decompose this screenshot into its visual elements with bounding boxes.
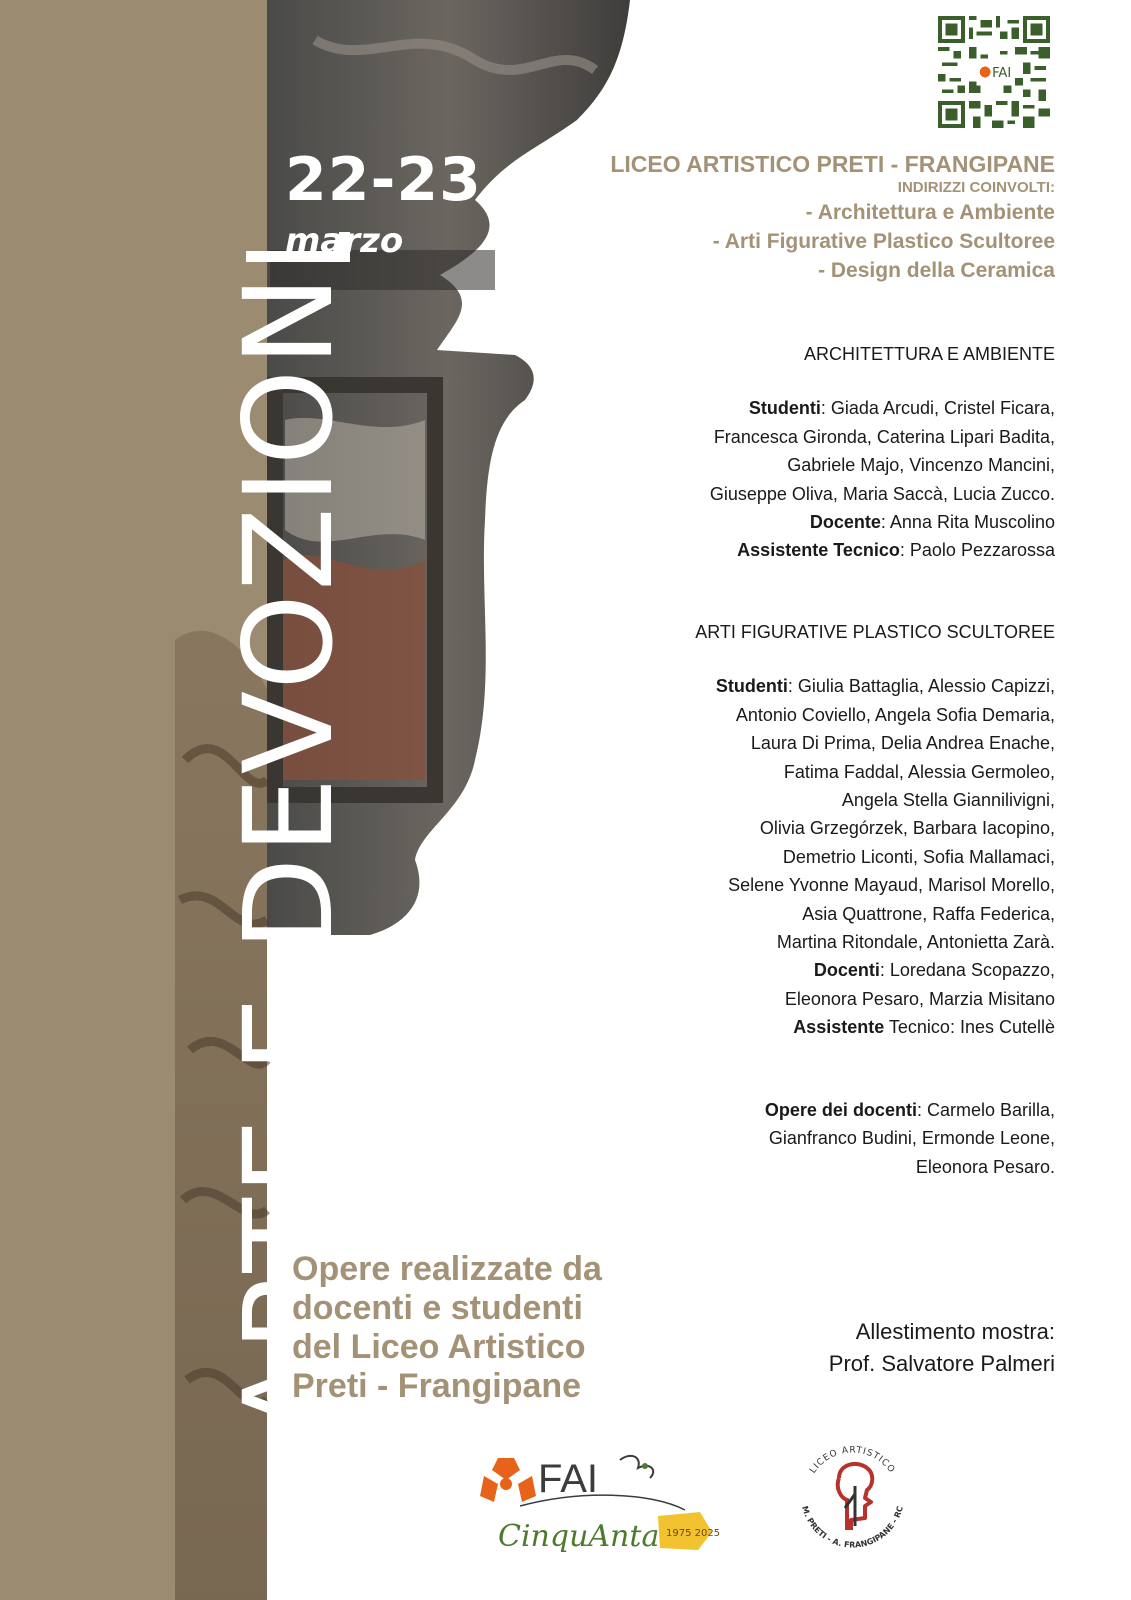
credit-line: Giuseppe Oliva, Maria Saccà, Lucia Zucco. — [709, 483, 1055, 504]
credit-line: Martina Ritondale, Antonietta Zarà. — [776, 932, 1055, 953]
section-architettura — [710, 340, 1055, 565]
section-heading: ARTI FIGURATIVE PLASTICO SCULTOREE — [695, 622, 1055, 642]
credit-label: Opere dei docenti — [764, 1100, 917, 1120]
fai-text: FAI — [538, 1457, 599, 1501]
credit-line: Eleonora Pesaro. — [915, 1156, 1055, 1177]
credit-line — [695, 1013, 1055, 1041]
credit-line: Fatima Faddal, Alessia Germoleo, — [783, 761, 1055, 782]
credit-line: Eleonora Pesaro, Marzia Misitano — [784, 988, 1055, 1009]
indirizzo-item: - Design della Ceramica — [818, 259, 1055, 282]
credit-label: Docenti — [813, 960, 880, 981]
school-title: LICEO ARTISTICO PRETI - FRANGIPANE — [610, 151, 1055, 177]
credit-line: Selene Yvonne Mayaud, Marisol Morello, — [728, 875, 1055, 896]
credit-line — [765, 1096, 1055, 1124]
fai-years: 1975 2025 — [666, 1528, 721, 1539]
tagline-line: Preti - Frangipane — [292, 1367, 582, 1405]
liceo-bottom-text: M. PRETI - A. FRANGIPANE - RC — [800, 1504, 905, 1550]
credit-label: Docente — [809, 512, 881, 533]
indirizzo-item: - Arti Figurative Plastico Scultoree — [712, 230, 1055, 253]
allestimento-credit — [829, 1316, 1055, 1380]
credit-label: Studenti — [748, 398, 821, 419]
school-header — [610, 150, 1055, 285]
credit-line: Olivia Grzegórzek, Barbara Iacopino, — [759, 818, 1055, 839]
credit-names: Tecnico: Ines Cutellè — [884, 1017, 1055, 1038]
section-opere-docenti — [765, 1096, 1055, 1181]
credit-line: Laura Di Prima, Delia Andrea Enache, — [750, 733, 1055, 754]
credit-line: Gabriele Majo, Vincenzo Mancini, — [787, 455, 1055, 476]
credit-names: : Loredana Scopazzo, — [879, 960, 1055, 981]
liceo-logo-icon — [795, 1438, 910, 1553]
fai-logo-icon — [480, 1450, 720, 1560]
title-text: ARTE E DEVOZION — [218, 272, 360, 1438]
credit-line: Asia Quattrone, Raffa Federica, — [802, 903, 1055, 924]
allestimento-label: Allestimento mostra: — [855, 1319, 1055, 1344]
credit-names: : Giulia Battaglia, Alessio Capizzi, — [787, 676, 1055, 697]
credit-label: Assistente Tecnico — [737, 540, 900, 561]
credit-line: Gianfranco Budini, Ermonde Leone, — [768, 1128, 1055, 1149]
indirizzi-label: INDIRIZZI COINVOLTI: — [897, 179, 1055, 196]
fai-script-text: CinquAnta — [498, 1519, 660, 1554]
svg-text:LICEO ARTISTICO — [808, 1445, 897, 1475]
qr-code-icon[interactable] — [938, 16, 1050, 128]
credit-line — [695, 956, 1055, 984]
liceo-top-text: LICEO ARTISTICO — [808, 1445, 897, 1476]
credit-line: Demetrio Liconti, Sofia Mallamaci, — [782, 846, 1055, 867]
tagline-line: Opere realizzate da — [292, 1250, 602, 1288]
indirizzo-item: - Architettura e Ambiente — [805, 201, 1055, 224]
tagline-line: docenti e studenti — [292, 1289, 583, 1327]
credit-line — [710, 508, 1055, 536]
credit-names: : Carmelo Barilla, — [916, 1100, 1055, 1120]
credit-line — [710, 394, 1055, 422]
credit-label: Studenti — [715, 676, 788, 697]
credit-line: Antonio Coviello, Angela Sofia Demaria, — [735, 704, 1055, 725]
allestimento-name: Prof. Salvatore Palmeri — [828, 1351, 1055, 1376]
credit-line: Angela Stella Giannilivigni, — [841, 790, 1055, 811]
event-month: marzo — [285, 221, 404, 261]
credit-names: : Anna Rita Muscolino — [880, 512, 1055, 533]
credit-label: Assistente — [793, 1017, 885, 1038]
credit-line: Francesca Gironda, Caterina Lipari Badita, — [713, 426, 1055, 447]
section-arti-figurative — [695, 618, 1055, 1042]
tagline-line: del Liceo Artistico — [292, 1328, 586, 1366]
qr-caption: FAI — [992, 66, 1012, 82]
section-heading: ARCHITETTURA E AMBIENTE — [803, 344, 1055, 364]
tagline — [292, 1250, 652, 1406]
credit-names: : Giada Arcudi, Cristel Ficara, — [820, 398, 1055, 419]
credit-names: : Paolo Pezzarossa — [899, 540, 1055, 561]
event-dates — [285, 145, 482, 261]
credit-line — [695, 672, 1055, 700]
event-days: 22-23 — [285, 145, 482, 215]
indirizzi-list — [610, 198, 1055, 285]
credit-line — [710, 536, 1055, 564]
